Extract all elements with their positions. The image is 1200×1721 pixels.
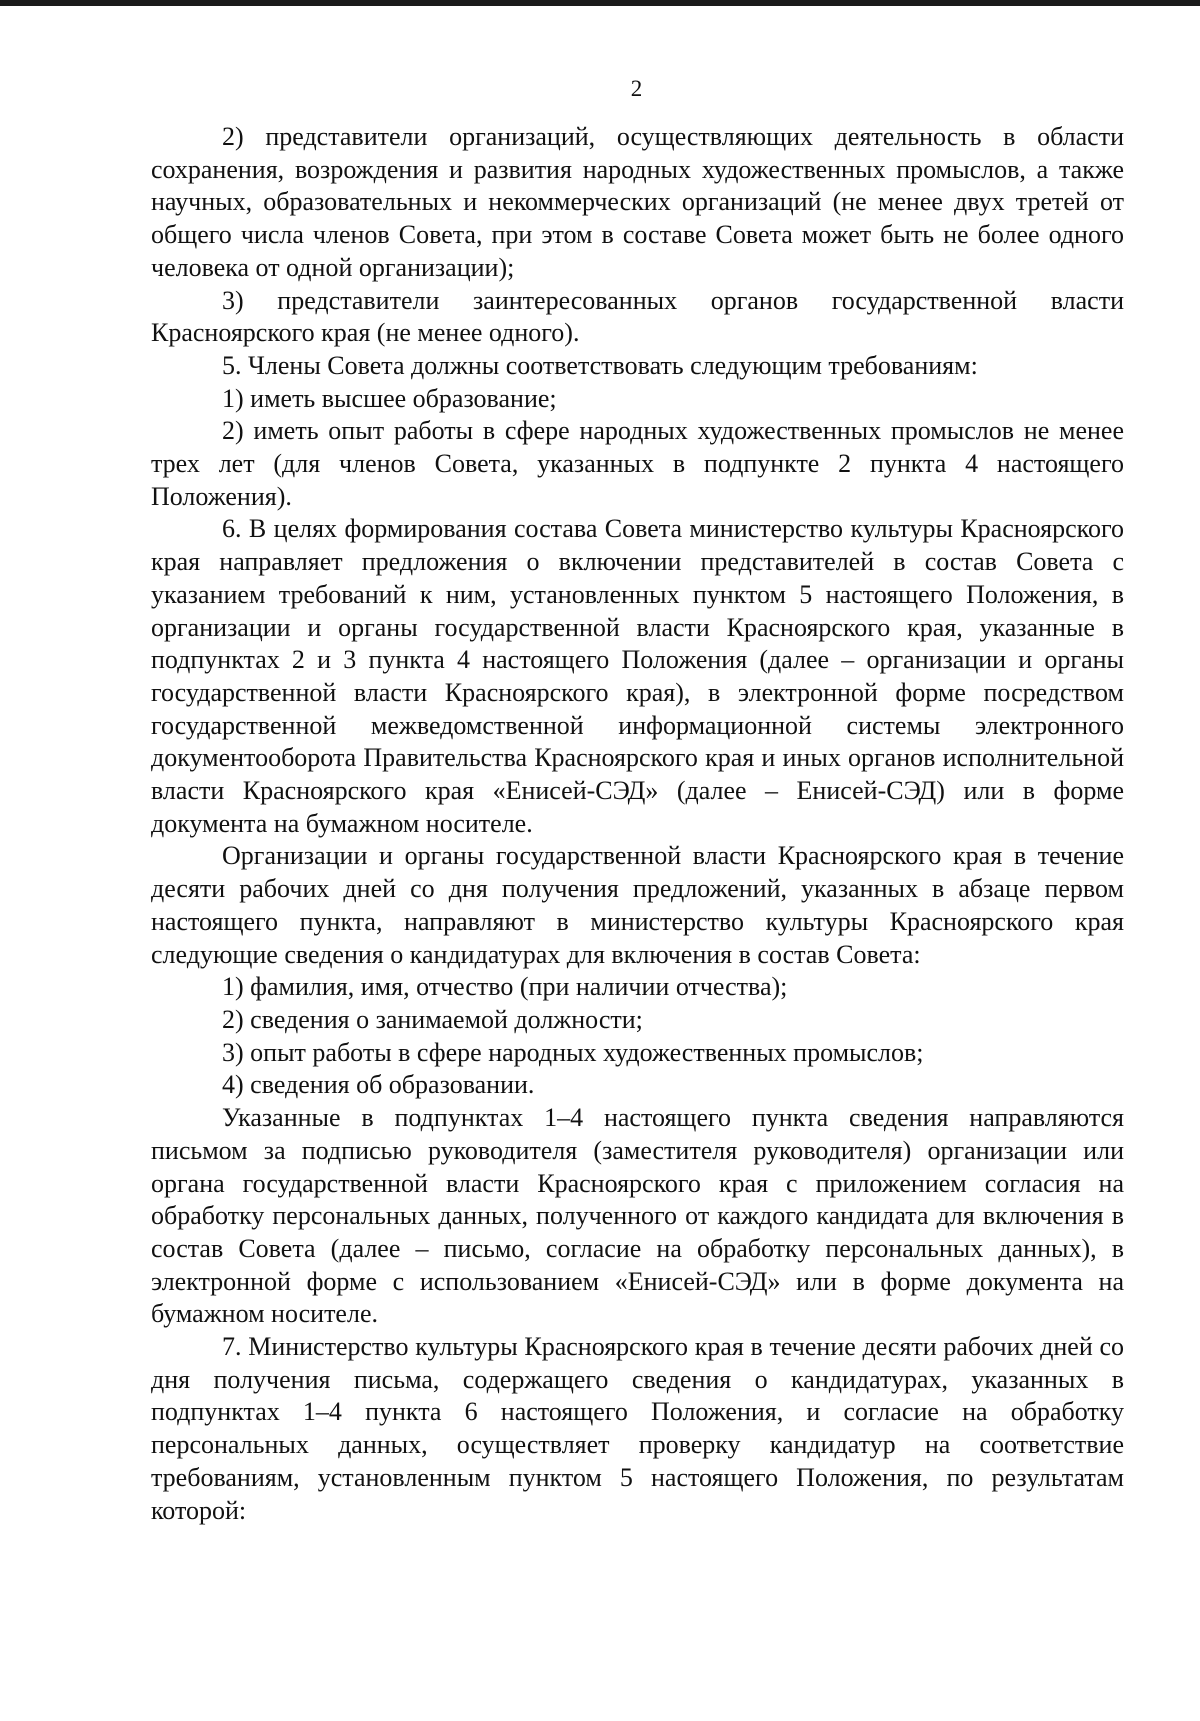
paragraph-6-item-4: 4) сведения об образовании.: [222, 1070, 535, 1100]
scan-top-border: [0, 0, 1200, 6]
paragraph-6-item-3: 3) опыт работы в сфере народных художественных промыслов;: [222, 1037, 924, 1067]
paragraph-6-abzac-last: Указанные в подпунктах 1–4 настоящего пункта сведения направляются письмом за подписью руководителя (заместителя руководителя) организации или органа государственной власти Красноярского края с приложением согласия на обработку персональных данных, полученного от каждого кандидата для включения в состав Совета (далее – письмо, согласие на обработку персональных данных), в электронной форме с использованием «Енисей-СЭД» или в форме документа на бумажном носителе.: [151, 1103, 1124, 1329]
paragraph-4-3: 3) представители заинтересованных органов государственной власти Красноярского края (не менее одного).: [151, 285, 1124, 348]
page-number: 2: [630, 76, 643, 101]
paragraph-6-abzac-2: Организации и органы государственной власти Красноярского края в течение десяти рабочих дней со дня получения предложений, указанных в абзаце первом настоящего пункта, направляют в министерство культуры Красноярского края следующие сведения о кандидатурах для включения в состав Совета:: [151, 841, 1124, 969]
paragraph-5-1: 1) иметь высшее образование;: [222, 383, 557, 413]
document-body: [151, 121, 1124, 1527]
paragraph-7: 7. Министерство культуры Красноярского края в течение десяти рабочих дней со дня получения письма, содержащего сведения о кандидатурах, указанных в подпунктах 1–4 пункта 6 настоящего Положения, и согласие на обработку персональных данных, осуществляет проверку кандидатур на соответствие требованиям, установленным пунктом 5 настоящего Положения, по результатам которой:: [151, 1332, 1124, 1525]
paragraph-4-2: 2) представители организаций, осуществляющих деятельность в области сохранения, возрождения и развития народных художественных промыслов, а также научных, образовательных и некоммерческих организаций (не менее двух третей от общего числа членов Совета, при этом в составе Совета может быть не более одного человека от одной организации);: [151, 122, 1124, 282]
paragraph-6-item-2: 2) сведения о занимаемой должности;: [222, 1004, 643, 1034]
paragraph-6-item-1: 1) фамилия, имя, отчество (при наличии отчества);: [222, 972, 788, 1002]
paragraph-5: 5. Члены Совета должны соответствовать следующим требованиям:: [222, 350, 978, 380]
paragraph-5-2: 2) иметь опыт работы в сфере народных художественных промыслов не менее трех лет (для членов Совета, указанных в подпункте 2 пункта 4 настоящего Положения).: [151, 416, 1124, 511]
paragraph-6: 6. В целях формирования состава Совета министерство культуры Красноярского края направляет предложения о включении представителей в состав Совета с указанием требований к ним, установленных пунктом 5 настоящего Положения, в организации и органы государственной власти Красноярского края, указанные в подпунктах 2 и 3 пункта 4 настоящего Положения (далее – организации и органы государственной власти Красноярского края), в электронной форме посредством государственной межведомственной информационной системы электронного документооборота Правительства Красноярского края и иных органов исполнительной власти Красноярского края «Енисей-СЭД» (далее – Енисей-СЭД) или в форме документа на бумажном носителе.: [151, 514, 1124, 838]
